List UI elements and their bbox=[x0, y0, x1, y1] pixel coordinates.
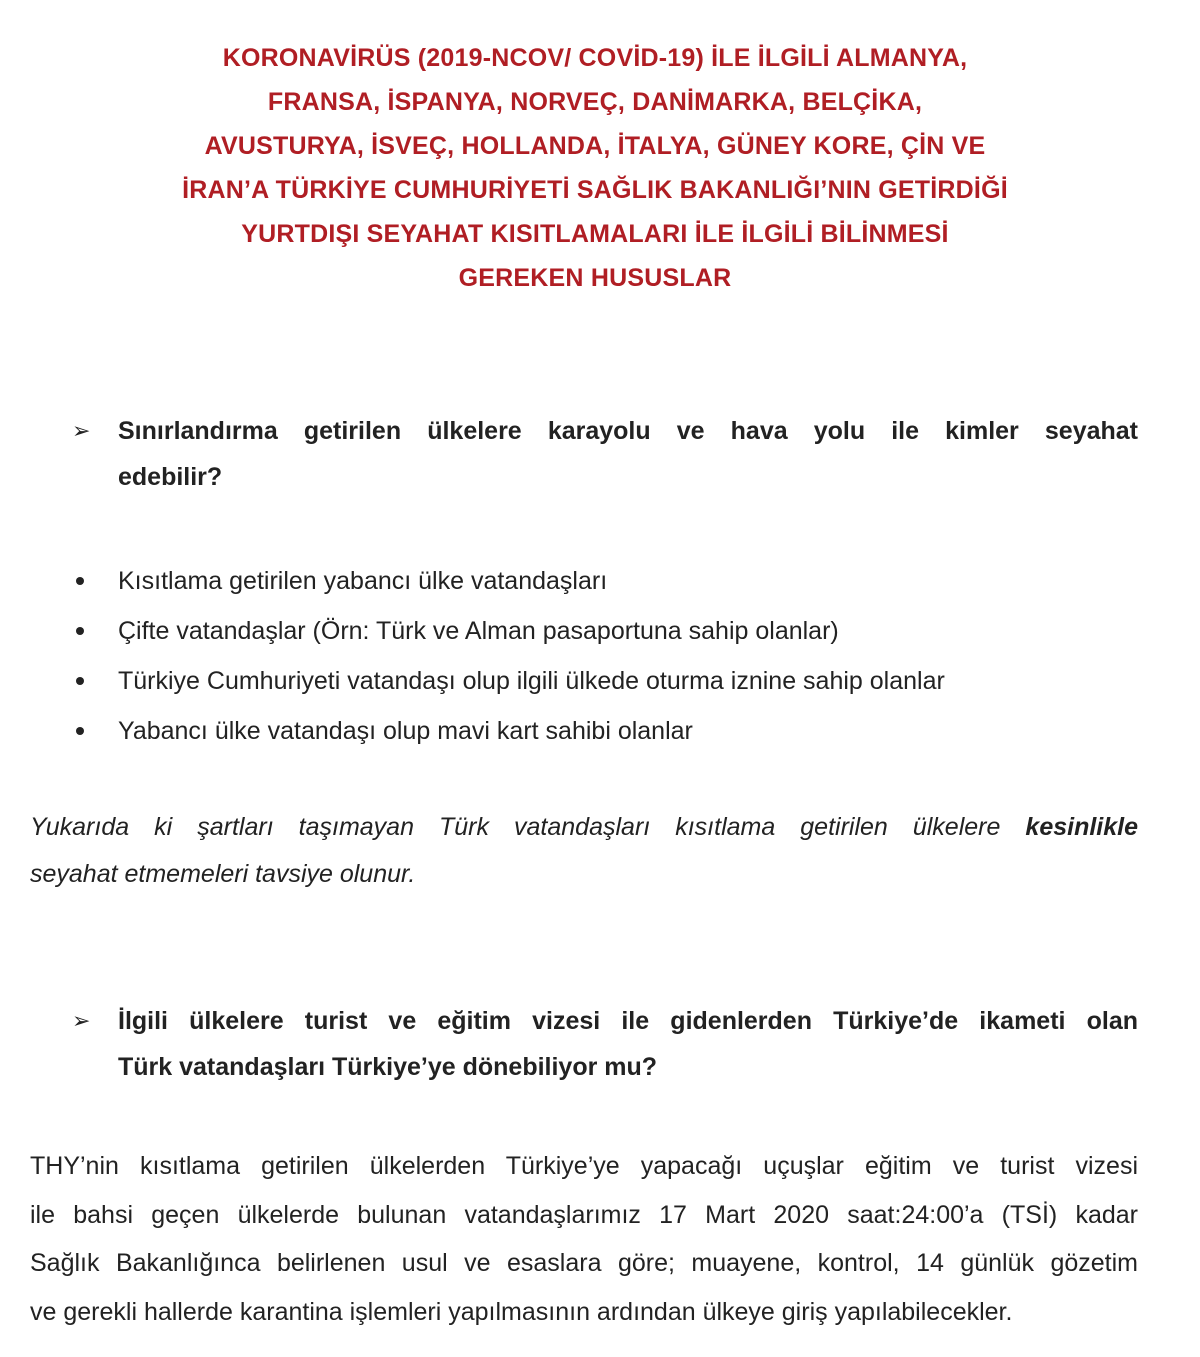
list-item bbox=[72, 556, 1138, 606]
title-line: AVUSTURYA, İSVEÇ, HOLLANDA, İTALYA, GÜNEY KORE, ÇİN VE bbox=[204, 132, 986, 160]
question-line: edebilir? bbox=[118, 463, 223, 491]
bullet-dot-icon bbox=[76, 627, 84, 635]
paragraph-line: ile bahsi geçen ülkelerde bulunan vatandaşlarımız 17 Mart 2020 saat:24:00’a (TSİ) kadar bbox=[30, 1200, 1138, 1229]
answer-paragraph bbox=[30, 1142, 1138, 1336]
paragraph-line: THY’nin kısıtlama getirilen ülkelerden Türkiye’ye yapacağı uçuşlar eğitim ve turist vizesi bbox=[30, 1152, 1138, 1180]
title-line: YURTDIŞI SEYAHAT KISITLAMALARI İLE İLGİLİ BİLİNMESİ bbox=[241, 220, 949, 248]
title-line: FRANSA, İSPANYA, NORVEÇ, DANİMARKA, BELÇİKA, bbox=[267, 88, 923, 116]
question-line: Türk vatandaşları Türkiye’ye dönebiliyor mu? bbox=[118, 1053, 658, 1081]
arrow-bullet-icon: ➢ bbox=[72, 1008, 91, 1033]
paragraph-line: Sağlık Bakanlığınca belirlenen usul ve esaslara göre; muayene, kontrol, 14 günlük gözetim bbox=[30, 1249, 1138, 1277]
list-item bbox=[72, 606, 1138, 656]
note-line bbox=[30, 804, 1138, 851]
question-heading-2 bbox=[72, 998, 1138, 1090]
list-item bbox=[72, 706, 1138, 756]
note-emphasis: kesinlikle bbox=[1025, 813, 1138, 841]
question-line: Sınırlandırma getirilen ülkelere karayolu ve hava yolu ile kimler seyahat bbox=[118, 417, 1138, 445]
bullet-dot-icon bbox=[76, 677, 84, 685]
question-heading-1 bbox=[72, 408, 1138, 500]
document-title bbox=[100, 36, 1090, 300]
list-item-text: Türkiye Cumhuriyeti vatandaşı olup ilgili ülkede oturma iznine sahip olanlar bbox=[118, 667, 945, 695]
eligible-travelers-list bbox=[72, 556, 1138, 756]
bullet-dot-icon bbox=[76, 577, 84, 585]
title-line: KORONAVİRÜS (2019-NCOV/ COVİD-19) İLE İLGİLİ ALMANYA, bbox=[222, 44, 968, 72]
list-item-text: Kısıtlama getirilen yabancı ülke vatandaşları bbox=[118, 567, 608, 595]
title-line: GEREKEN HUSUSLAR bbox=[458, 264, 732, 292]
question-text bbox=[118, 408, 1138, 500]
arrow-bullet-icon: ➢ bbox=[72, 418, 91, 443]
title-line: İRAN’A TÜRKİYE CUMHURİYETİ SAĞLIK BAKANLIĞI’NIN GETİRDİĞİ bbox=[182, 176, 1008, 204]
list-item-text: Yabancı ülke vatandaşı olup mavi kart sahibi olanlar bbox=[118, 717, 693, 745]
question-text bbox=[118, 998, 1138, 1090]
note-line: seyahat etmemeleri tavsiye olunur. bbox=[30, 860, 416, 888]
question-line: İlgili ülkelere turist ve eğitim vizesi ile gidenlerden Türkiye’de ikameti olan bbox=[118, 1007, 1138, 1035]
advisory-note bbox=[30, 804, 1138, 898]
list-item-text: Çifte vatandaşlar (Örn: Türk ve Alman pasaportuna sahip olanlar) bbox=[118, 617, 839, 645]
list-item bbox=[72, 656, 1138, 706]
note-text: Yukarıda ki şartları taşımayan Türk vatandaşları kısıtlama getirilen ülkelere bbox=[30, 813, 1026, 841]
bullet-dot-icon bbox=[76, 727, 84, 735]
paragraph-line: ve gerekli hallerde karantina işlemleri yapılmasının ardından ülkeye giriş yapılabilecekler. bbox=[30, 1297, 1013, 1326]
